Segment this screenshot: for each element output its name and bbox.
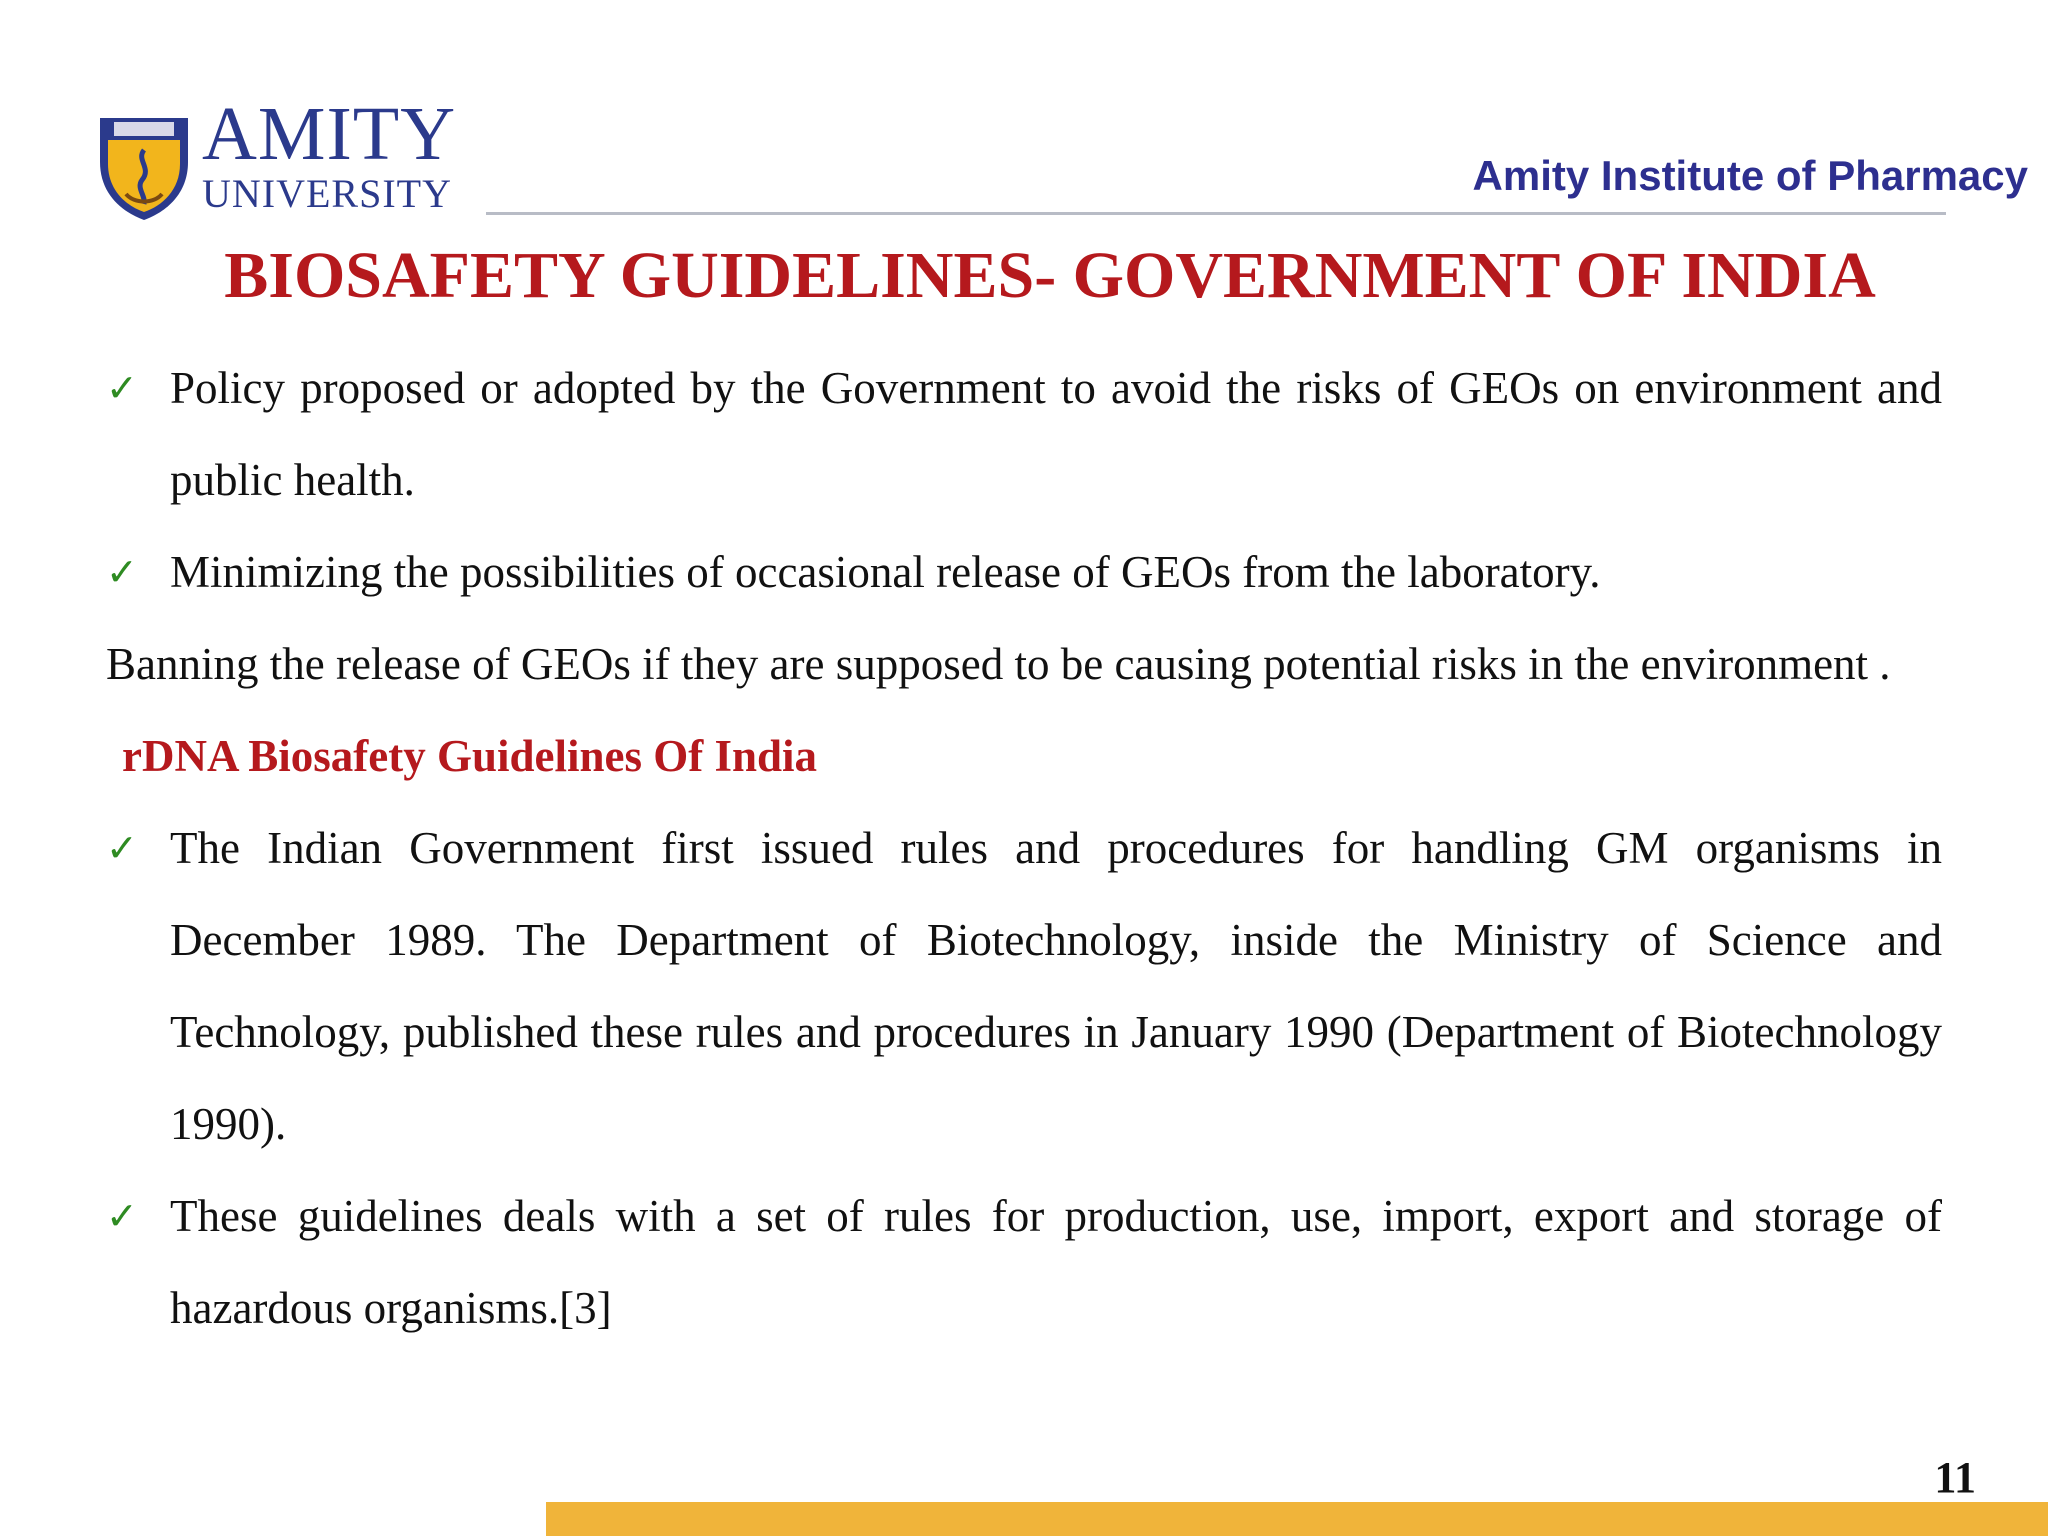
bullet-text: These guidelines deals with a set of rules for production, use, import, export and storage of hazardous organisms.[3] — [170, 1191, 1942, 1333]
bullet-text: The Indian Government first issued rules and procedures for handling GM organisms in December 1989. The Department of Biotechnology, inside the Ministry of Science and Technology, published these rules and procedures in January 1990 (Department of Biotechnology 1990). — [170, 823, 1942, 1149]
slide-title: BIOSAFETY GUIDELINES- GOVERNMENT OF INDIA — [224, 239, 1876, 312]
bullet-item — [106, 802, 1942, 1170]
amity-logo — [96, 92, 457, 224]
bullet-item — [106, 526, 1942, 618]
header-divider — [486, 212, 1946, 215]
logo-subtitle: UNIVERSITY — [202, 171, 452, 216]
amity-shield-icon — [96, 110, 192, 222]
check-icon: ✓ — [106, 826, 138, 870]
section-heading: rDNA Biosafety Guidelines Of India — [122, 731, 818, 781]
bullet-item — [106, 342, 1942, 526]
check-icon: ✓ — [106, 1194, 138, 1238]
body-paragraph: Banning the release of GEOs if they are supposed to be causing potential risks in the environment . — [106, 639, 1891, 689]
page-number: 11 — [1934, 1453, 1976, 1502]
check-icon: ✓ — [106, 550, 138, 594]
check-icon: ✓ — [106, 366, 138, 410]
institute-name: Amity Institute of Pharmacy — [1472, 152, 2028, 199]
bullet-item — [106, 1170, 1942, 1354]
bullet-text: Minimizing the possibilities of occasional release of GEOs from the laboratory. — [170, 547, 1601, 597]
bullet-text: Policy proposed or adopted by the Government to avoid the risks of GEOs on environment and public health. — [170, 363, 1942, 505]
footer-accent-bar — [546, 1502, 2048, 1536]
logo-wordmark: AMITY — [202, 92, 457, 176]
slide-body — [106, 342, 1942, 1354]
